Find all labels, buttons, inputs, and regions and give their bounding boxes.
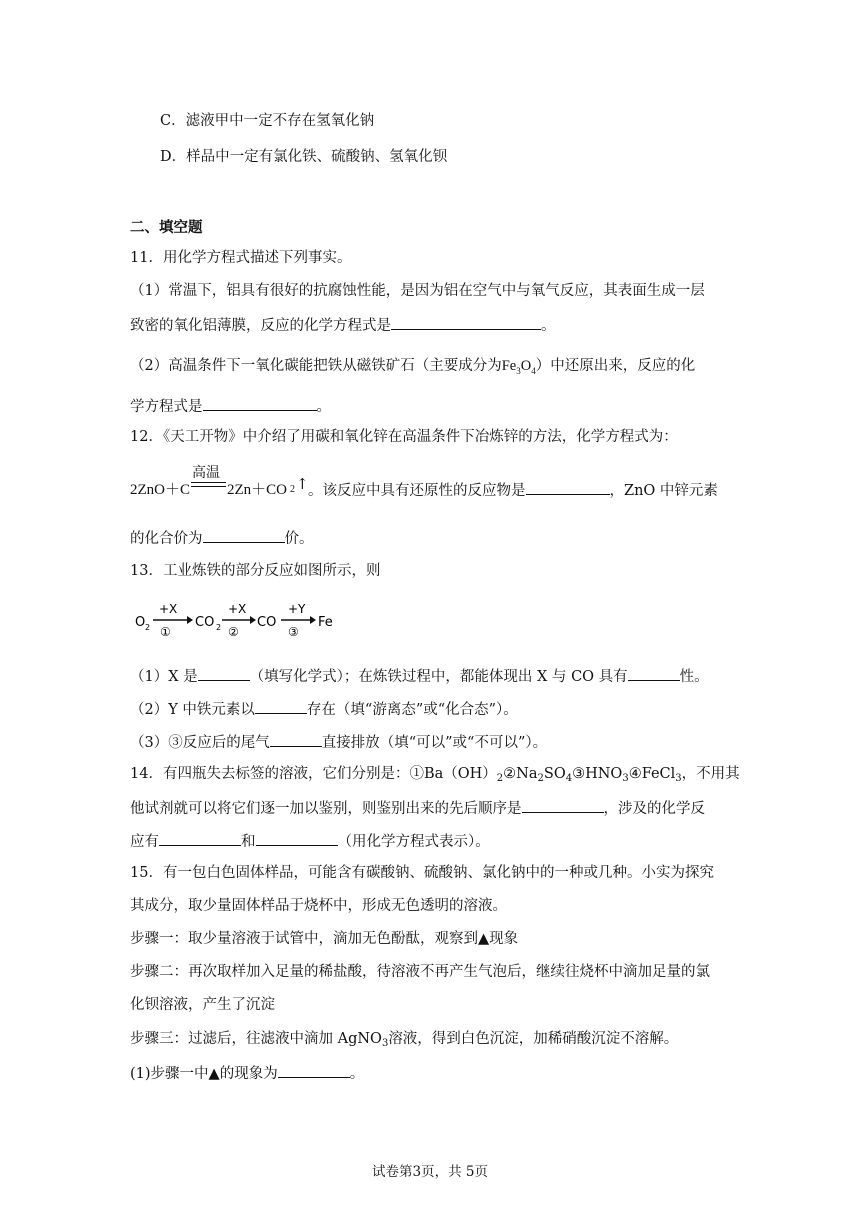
q11-part1-text: 致密的氧化铝薄膜，反应的化学方程式是 [130, 318, 391, 334]
option-d: D．样品中一定有氯化铁、硫酸钠、氢氧化钡 [160, 149, 448, 165]
q15-answer-blank-1[interactable] [278, 1062, 350, 1078]
q13-part1 [130, 665, 709, 687]
q15-step3-sub: 3 [381, 1038, 389, 1049]
equation-condition: 高温 [192, 465, 220, 481]
iron-smelting-diagram [133, 600, 343, 642]
q12-answer-blank-1[interactable] [526, 479, 610, 495]
q14-line3-c: （用化学方程式表示）。 [337, 834, 490, 850]
formula-fe: Fe [501, 358, 517, 374]
q15-step2-line2: 化钡溶液，产生了沉淀 [130, 997, 275, 1013]
page-footer: 试卷第3页，共 5页 [372, 1164, 488, 1180]
q14-answer-blank-2[interactable] [159, 830, 241, 846]
q13-answer-blank-4[interactable] [270, 731, 322, 747]
q12-line3 [130, 527, 314, 549]
q13-part3 [130, 731, 547, 753]
q11-part2-text: （2）高温条件下一氧化碳能把铁从磁铁矿石（主要成分为 [130, 358, 502, 374]
q11-part1-line1: （1）常温下，铝具有很好的抗腐蚀性能，是因为铝在空气中与氧气反应，其表面生成一层 [130, 283, 705, 299]
q15-part1-end: 。 [349, 1066, 365, 1082]
arrow3-reagent: +Y [288, 602, 306, 616]
q14-line1 [130, 764, 740, 789]
q15-line1: 15．有一包白色固体样品，可能含有碳酸钠、硫酸钠、氯化钠中的一种或几种。小实为探究 [130, 865, 714, 881]
arrow2-step: ② [228, 625, 239, 639]
equation-left: 2ZnO＋C [130, 482, 191, 498]
q14-line3 [130, 830, 490, 852]
species-co2-sub: 2 [216, 623, 222, 632]
q12-line3-end: 价。 [284, 531, 314, 547]
q11-answer-blank-2[interactable] [203, 395, 317, 411]
q15-line2: 其成分，取少量固体样品于烧杯中，形成无色透明的溶液。 [130, 898, 507, 914]
q13-stem: 13．工业炼铁的部分反应如图所示，则 [130, 563, 381, 579]
q15-step3-a: 步骤三：过滤后，往滤液中滴加 AgNO [130, 1031, 382, 1047]
arrow1-reagent: +X [159, 602, 178, 616]
q14-line2-b: ，涉及的化学反 [603, 801, 705, 817]
arrow1-step: ① [160, 625, 171, 639]
equation-sub: 2 [290, 484, 295, 495]
q11-part2-text-b: ）中还原出来，反应的化 [535, 358, 696, 374]
q12-line3-text: 的化合价为 [130, 531, 203, 547]
species-o2-sub: 2 [145, 623, 151, 632]
species-co2: CO [195, 615, 215, 630]
q14-line3-b: 和 [241, 834, 256, 850]
arrow2-head-icon [250, 616, 256, 624]
formula-o: O [520, 358, 532, 374]
q14-answer-blank-3[interactable] [256, 830, 338, 846]
q14-line2 [130, 797, 705, 819]
arrow3-step: ③ [288, 625, 299, 639]
q14-sub-1: 2 [496, 773, 504, 784]
q14-text-c: SO [543, 766, 566, 782]
q11-part1-end: 。 [541, 318, 556, 334]
q11-part2-line2-text: 学方程式是 [130, 399, 203, 415]
q15-step3 [130, 1029, 678, 1054]
q12-mid: ，ZnO 中锌元素 [609, 483, 718, 499]
q13-answer-blank-1[interactable] [198, 665, 250, 681]
equation-equals-bar [191, 482, 226, 487]
up-arrow-icon: ↑ [296, 475, 309, 493]
species-co: CO [257, 615, 277, 630]
arrow1-head-icon [187, 616, 193, 624]
q12-after-eq: 。该反应中具有还原性的反应物是 [308, 483, 526, 499]
arrow2-reagent: +X [228, 602, 247, 616]
q13-answer-blank-3[interactable] [255, 698, 307, 714]
chemical-equation-line [130, 462, 850, 502]
species-fe: Fe [318, 615, 333, 630]
q14-text-f: ，不用其 [681, 766, 740, 782]
q14-text-a: 14．有四瓶失去标签的溶液，它们分别是：①Ba（OH） [130, 766, 497, 782]
q14-text-d: ③HNO [572, 766, 623, 782]
q14-sub-4: 3 [622, 773, 629, 784]
option-c: C．滤液甲中一定不存在氢氧化钠 [160, 113, 375, 129]
q14-sub-3: 4 [565, 773, 573, 784]
q14-sub-5: 3 [675, 773, 682, 784]
q15-step2-line1: 步骤二：再次取样加入足量的稀盐酸，待溶液不再产生气泡后，继续往烧杯中滴加足量的氯 [130, 964, 710, 980]
species-o2: O [135, 615, 146, 630]
q14-line2-a: 他试剂就可以将它们逐一加以鉴别，则鉴别出来的先后顺序是 [130, 801, 522, 817]
equation-right: 2Zn＋CO [227, 482, 288, 498]
q14-sub-2: 2 [537, 773, 544, 784]
q12-line2-text [308, 479, 718, 500]
q13-part1-a: （1）X 是 [130, 669, 198, 685]
q12-stem: 12．《天工开物》中介绍了用碳和氧化锌在高温条件下冶炼锌的方法，化学方程式为： [130, 429, 678, 445]
q11-part2-line1 [130, 356, 695, 381]
q15-step1: 步骤一：取少量溶液于试管中，滴加无色酚酞，观察到▲现象 [130, 931, 519, 947]
q11-stem: 11．用化学方程式描述下列事实。 [130, 250, 352, 266]
q13-part1-b: （填写化学式）；在炼铁过程中，都能体现出 X 与 CO 具有 [249, 669, 628, 685]
q11-part1-line2 [130, 314, 556, 336]
q14-line3-a: 应有 [130, 834, 159, 850]
q14-text-b: ②Na [503, 766, 538, 782]
q13-part3-a: （3）③反应后的尾气 [130, 735, 270, 751]
q11-part2-line2 [130, 395, 331, 417]
formula-sub-4: 4 [531, 366, 536, 376]
section-title: 二、填空题 [130, 219, 203, 236]
formula-sub-3: 3 [516, 366, 521, 376]
q15-part1 [130, 1062, 364, 1084]
q13-part3-b: 直接排放（填“可以”或“不可以”）。 [321, 735, 548, 751]
q11-answer-blank-1[interactable] [391, 314, 541, 330]
q12-answer-blank-2[interactable] [203, 527, 285, 543]
q15-part1-a: (1)步骤一中▲的现象为 [130, 1066, 278, 1082]
q15-step3-b: 溶液，得到白色沉淀，加稀硝酸沉淀不溶解。 [388, 1031, 679, 1047]
q13-answer-blank-2[interactable] [628, 665, 680, 681]
q13-part2 [130, 698, 518, 720]
q13-part1-c: 性。 [679, 669, 709, 685]
q14-text-e: ④FeCl [628, 766, 676, 782]
q11-part2-end: 。 [316, 399, 331, 415]
arrow3-head-icon [310, 616, 316, 624]
q13-part2-a: （2）Y 中铁元素以 [130, 702, 255, 718]
q14-answer-blank-1[interactable] [522, 797, 604, 813]
q13-part2-b: 存在（填“游离态”或“化合态”）。 [306, 702, 518, 718]
